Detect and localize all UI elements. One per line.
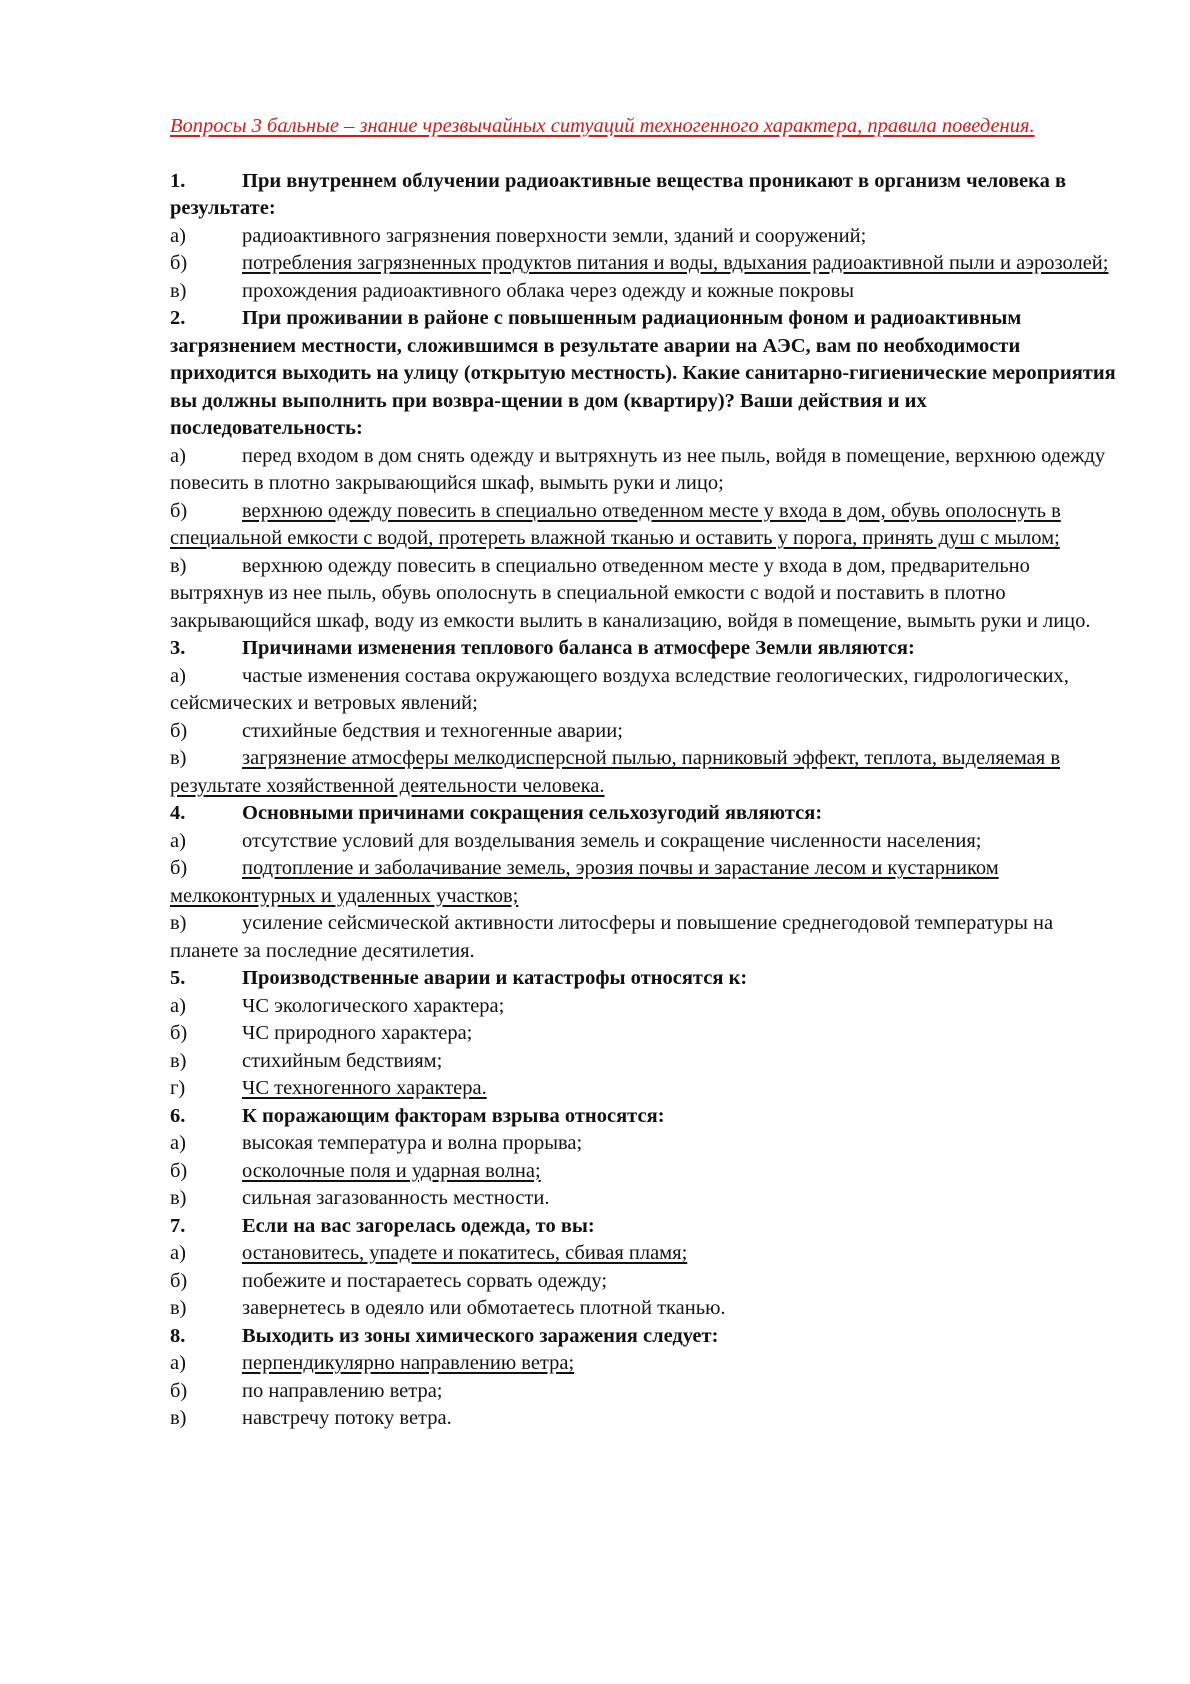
question-number: 6. bbox=[170, 1104, 186, 1127]
answer-text-correct: верхнюю одежду повесить в специально отведенном месте у входа в дом, обувь ополоснуть в специальной емкости с водой, протереть влажной тканью и оставить у порога, принять душ с мылом; bbox=[170, 499, 1061, 549]
question-2 bbox=[170, 305, 1120, 635]
answer-option bbox=[170, 1268, 1120, 1296]
answer-option bbox=[170, 855, 1120, 910]
answer-text: отсутствие условий для возделывания земель и сокращение численности населения; bbox=[242, 829, 982, 852]
answer-text-correct: ЧС техногенного характера. bbox=[242, 1077, 487, 1099]
answer-text-correct: подтопление и заболачивание земель, эрозия почвы и зарастание лесом и кустарником мелкоконтурных и удаленных участков; bbox=[170, 857, 999, 907]
answer-option bbox=[170, 553, 1120, 636]
question-title bbox=[170, 965, 1120, 993]
answer-option bbox=[170, 1130, 1120, 1158]
question-title bbox=[170, 635, 1120, 663]
answer-option bbox=[170, 223, 1120, 251]
answer-text: по направлению ветра; bbox=[242, 1379, 443, 1402]
question-title bbox=[170, 1103, 1120, 1131]
answer-option bbox=[170, 1048, 1120, 1076]
answer-letter: б) bbox=[170, 499, 188, 522]
question-number: 4. bbox=[170, 802, 186, 824]
answer-text: верхнюю одежду повесить в специально отведенном месте у входа в дом, предварительно вытряхнув из нее пыль, обувь ополоснуть в специальной емкости с водой и поставить в плотно закрывающийся шкаф, воду из емкости вылить в канализацию, войдя в помещение, вымыть руки и лицо. bbox=[170, 554, 1091, 632]
answer-text: усиление сейсмической активности литосферы и повышение среднегодовой температуры на планете за последние десятилетия. bbox=[170, 912, 1054, 962]
answer-option bbox=[170, 443, 1120, 498]
answer-letter: г) bbox=[170, 1077, 186, 1099]
answer-text: перед входом в дом снять одежду и вытряхнуть из нее пыль, войдя в помещение, верхнюю одежду повесить в плотно закрывающийся шкаф, вымыть руки и лицо; bbox=[170, 444, 1106, 494]
question-title bbox=[170, 1213, 1120, 1241]
question-title bbox=[170, 305, 1120, 443]
answer-letter: в) bbox=[170, 1049, 187, 1072]
question-7 bbox=[170, 1213, 1120, 1323]
question-number: 1. bbox=[170, 169, 186, 192]
question-6 bbox=[170, 1103, 1120, 1213]
answer-text: сильная загазованность местности. bbox=[242, 1187, 550, 1209]
question-4 bbox=[170, 800, 1120, 965]
answer-text: частые изменения состава окружающего воздуха вследствие геологических, гидрологических, сейсмических и ветровых явлений; bbox=[170, 664, 1069, 714]
question-text: Выходить из зоны химического заражения следует: bbox=[242, 1324, 719, 1347]
answer-option bbox=[170, 993, 1120, 1021]
answer-letter: в) bbox=[170, 279, 187, 302]
question-number: 2. bbox=[170, 307, 186, 329]
question-text: Основными причинами сокращения сельхозугодий являются: bbox=[242, 802, 823, 824]
answer-option bbox=[170, 828, 1120, 856]
answer-letter: а) bbox=[170, 829, 186, 852]
answer-option bbox=[170, 278, 1120, 306]
answer-letter: в) bbox=[170, 554, 187, 577]
answer-option bbox=[170, 718, 1120, 746]
answer-option bbox=[170, 910, 1120, 965]
question-text: При проживании в районе с повышенным радиационным фоном и радиоактивным загрязнением местности, сложившимся в результате аварии на АЭС, вам по необходимости приходится выходить на улицу (открытую местность). Какие санитарно-гигиенические мероприятия вы должны выполнить при возвра-щении в дом (квартиру)? Ваши действия и их последовательность: bbox=[170, 307, 1116, 439]
answer-letter: а) bbox=[170, 1132, 186, 1154]
answer-text: навстречу потоку ветра. bbox=[242, 1407, 452, 1429]
answer-letter: б) bbox=[170, 719, 188, 742]
answer-option bbox=[170, 1185, 1120, 1213]
document-content bbox=[170, 113, 1120, 1433]
question-number: 5. bbox=[170, 967, 186, 989]
answer-option bbox=[170, 1020, 1120, 1048]
answer-text: стихийные бедствия и техногенные аварии; bbox=[242, 719, 623, 742]
answer-option bbox=[170, 1158, 1120, 1186]
answer-option bbox=[170, 663, 1120, 718]
answer-option bbox=[170, 498, 1120, 553]
page-heading: Вопросы 3 бальные – знание чрезвычайных ситуаций техногенного характера, правила поведения. bbox=[170, 115, 1035, 137]
answer-letter: а) bbox=[170, 664, 186, 687]
question-number: 7. bbox=[170, 1214, 186, 1237]
answer-option bbox=[170, 745, 1120, 800]
answer-option bbox=[170, 1405, 1120, 1433]
question-text: При внутреннем облучении радиоактивные вещества проникают в организм человека в результате: bbox=[170, 169, 1067, 219]
answer-letter: в) bbox=[170, 747, 187, 769]
answer-text: ЧС экологического характера; bbox=[242, 994, 505, 1017]
answer-letter: в) bbox=[170, 1297, 187, 1319]
answer-option bbox=[170, 1240, 1120, 1268]
question-5 bbox=[170, 965, 1120, 1103]
question-text: Если на вас загорелась одежда, то вы: bbox=[242, 1214, 595, 1237]
answer-letter: а) bbox=[170, 1352, 186, 1374]
question-8 bbox=[170, 1323, 1120, 1433]
answer-letter: а) bbox=[170, 444, 186, 467]
question-text: К поражающим факторам взрыва относятся: bbox=[242, 1104, 665, 1127]
answer-option bbox=[170, 1350, 1120, 1378]
answer-text: прохождения радиоактивного облака через одежду и кожные покровы bbox=[242, 279, 855, 302]
answer-letter: б) bbox=[170, 1159, 188, 1182]
question-title bbox=[170, 800, 1120, 828]
answer-text-correct: загрязнение атмосферы мелкодисперсной пылью, парниковый эффект, теплота, выделяемая в результате хозяйственной деятельности человека. bbox=[170, 747, 1061, 797]
answer-letter: б) bbox=[170, 1379, 188, 1402]
answer-letter: а) bbox=[170, 994, 186, 1017]
answer-option bbox=[170, 1075, 1120, 1103]
question-1 bbox=[170, 168, 1120, 306]
answer-option bbox=[170, 1295, 1120, 1323]
question-list bbox=[170, 168, 1120, 1433]
question-title bbox=[170, 168, 1120, 223]
answer-letter: б) bbox=[170, 252, 188, 274]
answer-letter: б) bbox=[170, 1269, 188, 1292]
answer-letter: б) bbox=[170, 1022, 188, 1044]
question-3 bbox=[170, 635, 1120, 800]
answer-text: ЧС природного характера; bbox=[242, 1022, 473, 1044]
question-number: 3. bbox=[170, 637, 186, 659]
answer-option bbox=[170, 250, 1120, 278]
answer-letter: б) bbox=[170, 857, 188, 879]
answer-letter: в) bbox=[170, 1187, 187, 1209]
answer-letter: в) bbox=[170, 912, 187, 934]
answer-text: побежите и постараетесь сорвать одежду; bbox=[242, 1269, 608, 1292]
question-text: Причинами изменения теплового баланса в атмосфере Земли являются: bbox=[242, 637, 915, 659]
question-text: Производственные аварии и катастрофы относятся к: bbox=[242, 967, 748, 989]
answer-text-correct: осколочные поля и ударная волна; bbox=[242, 1159, 541, 1182]
answer-option bbox=[170, 1378, 1120, 1406]
answer-letter: а) bbox=[170, 224, 186, 247]
answer-letter: в) bbox=[170, 1407, 187, 1429]
answer-text-correct: остановитесь, упадете и покатитесь, сбивая пламя; bbox=[242, 1242, 688, 1264]
question-title bbox=[170, 1323, 1120, 1351]
answer-text: радиоактивного загрязнения поверхности земли, зданий и сооружений; bbox=[242, 224, 867, 247]
answer-letter: а) bbox=[170, 1242, 186, 1264]
question-number: 8. bbox=[170, 1324, 186, 1347]
answer-text: стихийным бедствиям; bbox=[242, 1049, 443, 1072]
answer-text: высокая температура и волна прорыва; bbox=[242, 1132, 583, 1154]
answer-text-correct: потребления загрязненных продуктов питания и воды, вдыхания радиоактивной пыли и аэрозолей; bbox=[242, 252, 1109, 274]
answer-text: завернетесь в одеяло или обмотаетесь плотной тканью. bbox=[242, 1297, 726, 1319]
answer-text-correct: перпендикулярно направлению ветра; bbox=[242, 1352, 575, 1374]
